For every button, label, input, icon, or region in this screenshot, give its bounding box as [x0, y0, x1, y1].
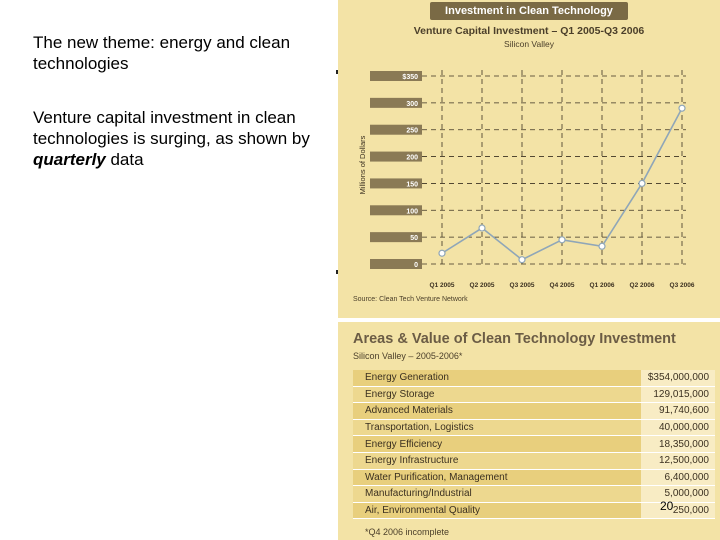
- y-tick-label: 300: [406, 100, 418, 108]
- data-point: [519, 257, 525, 263]
- value-cell: 18,350,000: [641, 436, 715, 453]
- x-tick-label: Q3 2005: [509, 282, 535, 289]
- line-chart: [338, 0, 720, 320]
- quarterly-emphasis: quarterly: [33, 150, 106, 169]
- value-cell: $354,000,000: [641, 370, 715, 386]
- area-cell: Energy Infrastructure: [353, 452, 641, 469]
- area-cell: Energy Storage: [353, 386, 641, 403]
- table-row: [353, 386, 715, 403]
- y-tick-label: 0: [414, 262, 418, 269]
- page-number: 20: [660, 499, 674, 513]
- clean-tech-panel: [338, 0, 720, 540]
- data-point: [439, 250, 445, 256]
- divider: [338, 318, 720, 322]
- table-footnote: *Q4 2006 incomplete: [365, 527, 450, 537]
- x-tick-label: Q3 2006: [669, 282, 695, 289]
- area-cell: Advanced Materials: [353, 403, 641, 420]
- data-point: [559, 237, 565, 243]
- value-cell: 129,015,000: [641, 386, 715, 403]
- data-point: [599, 243, 605, 249]
- data-point: [679, 105, 685, 111]
- venture-text: Venture capital investment in clean technologies is surging, as shown by: [33, 108, 310, 148]
- table-row: [353, 436, 715, 453]
- area-cell: Energy Generation: [353, 370, 641, 386]
- theme-paragraph: The new theme: energy and clean technologies: [33, 33, 291, 73]
- area-cell: Water Purification, Management: [353, 469, 641, 486]
- panel-title: Investment in Clean Technology: [430, 2, 628, 20]
- value-cell: 12,500,000: [641, 452, 715, 469]
- chart-source: Source: Clean Tech Venture Network: [353, 296, 468, 303]
- y-axis-label: Millions of Dollars: [358, 135, 367, 195]
- venture-paragraph: [33, 107, 323, 170]
- table-row: [353, 452, 715, 469]
- table-row: [353, 403, 715, 420]
- value-cell: 6,400,000: [641, 469, 715, 486]
- table-row: [353, 419, 715, 436]
- area-cell: Transportation, Logistics: [353, 419, 641, 436]
- data-point: [479, 225, 485, 231]
- y-tick-label: $350: [402, 74, 418, 81]
- y-tick-label: 250: [406, 127, 418, 135]
- data-point: [639, 180, 645, 186]
- x-tick-label: Q2 2006: [629, 282, 655, 289]
- table-title: Areas & Value of Clean Technology Investment: [353, 331, 676, 347]
- y-tick-label: 50: [410, 235, 418, 243]
- area-cell: Energy Efficiency: [353, 436, 641, 453]
- slide-body: [33, 32, 323, 203]
- value-cell: 250,000: [641, 502, 715, 519]
- venture-text-end: data: [105, 150, 144, 169]
- investment-table: [353, 370, 715, 519]
- table-row: [353, 370, 715, 386]
- x-tick-label: Q4 2005: [549, 282, 575, 289]
- table-row: [353, 469, 715, 486]
- value-cell: 40,000,000: [641, 419, 715, 436]
- x-tick-label: Q1 2005: [429, 282, 455, 289]
- area-cell: Manufacturing/Industrial: [353, 486, 641, 503]
- x-tick-label: Q2 2005: [469, 282, 495, 289]
- value-cell: 91,740,600: [641, 403, 715, 420]
- chart-subtitle: Silicon Valley: [504, 39, 554, 49]
- y-tick-label: 200: [406, 154, 418, 162]
- y-tick-label: 100: [406, 208, 418, 216]
- x-tick-label: Q1 2006: [589, 282, 615, 289]
- area-cell: Air, Environmental Quality: [353, 502, 641, 519]
- value-cell: 5,000,000: [641, 486, 715, 503]
- chart-title: Venture Capital Investment – Q1 2005-Q3 2006: [413, 25, 645, 37]
- table-subtitle: Silicon Valley – 2005-2006*: [353, 351, 463, 361]
- y-tick-label: 150: [406, 181, 418, 189]
